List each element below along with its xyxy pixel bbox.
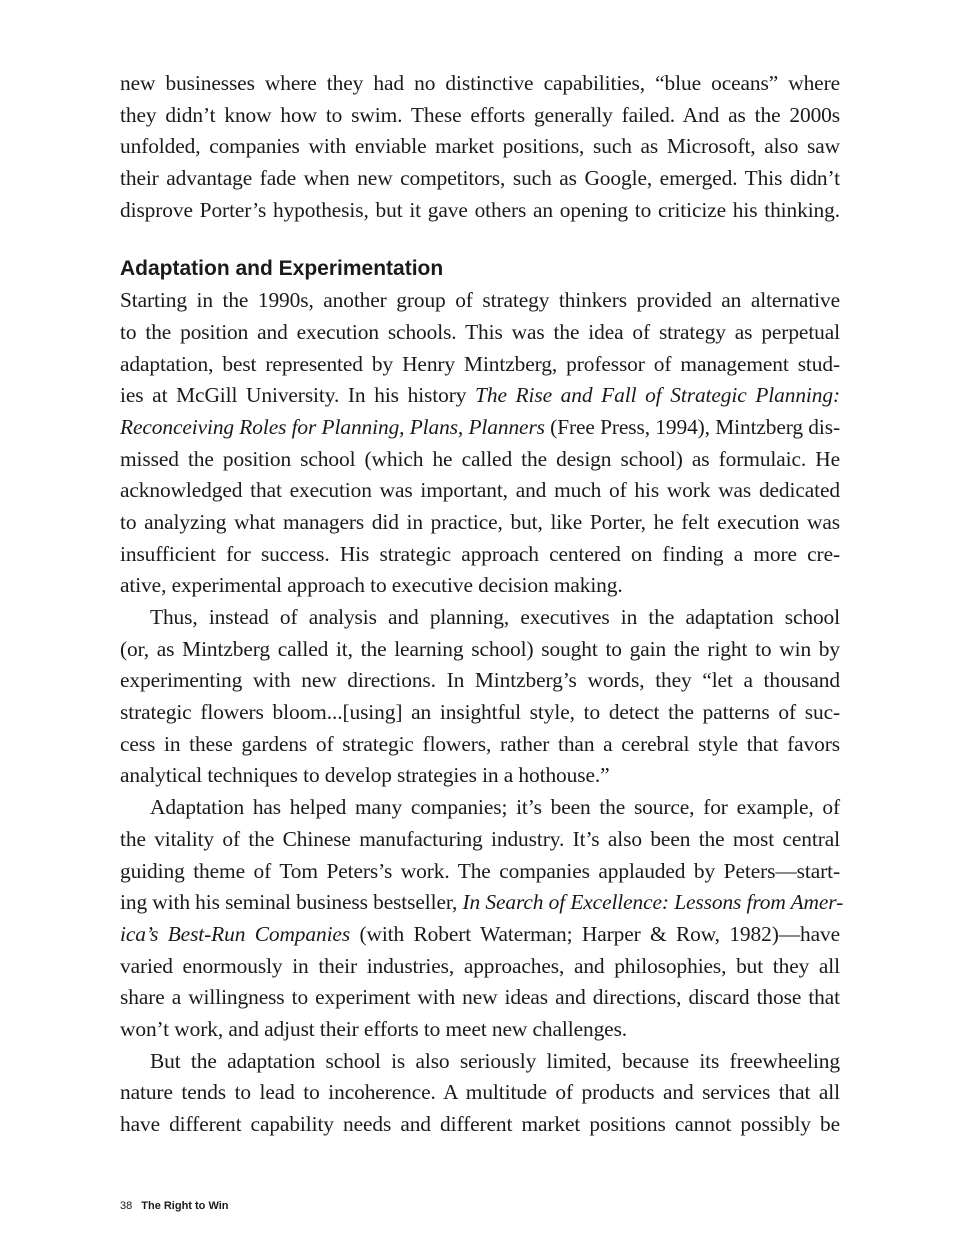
section-heading: Adaptation and Experimentation	[120, 257, 444, 281]
text-line: disprove Porter’s hypothesis, but it gave others an opening to criticize his thinking.	[120, 197, 840, 222]
running-title: The Right to Win	[141, 1200, 229, 1212]
text-line	[120, 919, 840, 951]
text-line: But the adaptation school is also seriously limited, because its freewheeling	[150, 1048, 840, 1073]
text-line: to analyzing what managers did in practice, but, like Porter, he felt execution was	[120, 509, 840, 534]
page-number: 38	[120, 1200, 133, 1212]
paragraph-3	[120, 602, 840, 792]
text-line: Thus, instead of analysis and planning, executives in the adaptation school	[150, 605, 840, 629]
paragraph-5	[120, 1046, 840, 1141]
text-line: the vitality of the Chinese manufacturing industry. It’s also been the most central	[120, 826, 840, 851]
page-footer	[120, 1200, 229, 1212]
text-line: Adaptation has helped many companies; it’s been the source, for example, of	[150, 795, 840, 820]
text-line	[120, 380, 840, 412]
text-run: (with Robert Waterman; Harper & Row, 1982)—have	[350, 921, 840, 946]
text-line: guiding theme of Tom Peters’s work. The companies applauded by Peters—start-	[120, 858, 840, 883]
book-title-italic: ica’s Best-Run Companies	[120, 921, 351, 946]
text-line: share a willingness to experiment with new ideas and directions, discard those that	[120, 985, 840, 1010]
text-line: (or, as Mintzberg called it, the learning school) sought to gain the right to win by	[120, 636, 840, 661]
text-line: adaptation, best represented by Henry Mintzberg, professor of management stud-	[120, 351, 840, 376]
text-run: ies at McGill University. In his history	[120, 383, 476, 408]
paragraph-2	[120, 285, 840, 602]
text-line: missed the position school (which he called the design school) as formulaic. He	[120, 446, 840, 471]
text-run: (Free Press, 1994), Mintzberg dis-	[544, 414, 840, 439]
text-line: cess in these gardens of strategic flowers, rather than a cerebral style that favors	[120, 731, 840, 756]
text-line: nature tends to lead to incoherence. A multitude of products and services that all	[120, 1080, 840, 1105]
text-line	[120, 887, 844, 919]
paragraph-4	[120, 792, 844, 1046]
text-line: to the position and execution schools. This was the idea of strategy as perpetual	[120, 319, 840, 344]
text-line: analytical techniques to develop strategies in a hothouse.”	[120, 763, 610, 788]
book-title-italic: The Rise and Fall of Strategic Planning:	[475, 383, 840, 408]
text-line: experimenting with new directions. In Mintzberg’s words, they “let a thousand	[120, 668, 840, 693]
book-title-italic: In Search of Excellence: Lessons from Amer-	[462, 890, 844, 915]
book-title-italic: Reconceiving Roles for Planning, Plans, Planners	[120, 414, 545, 439]
text-line: have different capability needs and different market positions cannot possibly be	[120, 1112, 840, 1136]
text-run: ing with his seminal business bestseller,	[120, 890, 463, 915]
paragraph-1	[120, 68, 840, 226]
text-line: new businesses where they had no distinctive capabilities, “blue oceans” where	[120, 71, 840, 95]
text-line: ative, experimental approach to executive decision making.	[120, 573, 623, 598]
text-line: strategic flowers bloom...[using] an insightful style, to detect the patterns of suc-	[120, 700, 840, 725]
text-line: acknowledged that execution was important, and much of his work was dedicated	[120, 478, 840, 503]
text-line: unfolded, companies with enviable market positions, such as Microsoft, also saw	[120, 134, 840, 159]
text-line: Starting in the 1990s, another group of strategy thinkers provided an alternative	[120, 288, 840, 313]
text-line: won’t work, and adjust their efforts to meet new challenges.	[120, 1016, 628, 1041]
text-line	[120, 412, 840, 444]
page-body	[120, 68, 844, 1141]
text-line: they didn’t know how to swim. These efforts generally failed. And as the 2000s	[120, 102, 840, 127]
text-line: their advantage fade when new competitors, such as Google, emerged. This didn’t	[120, 166, 840, 191]
text-line: insufficient for success. His strategic approach centered on finding a more cre-	[120, 541, 840, 566]
text-line: varied enormously in their industries, approaches, and philosophies, but they all	[120, 953, 840, 978]
